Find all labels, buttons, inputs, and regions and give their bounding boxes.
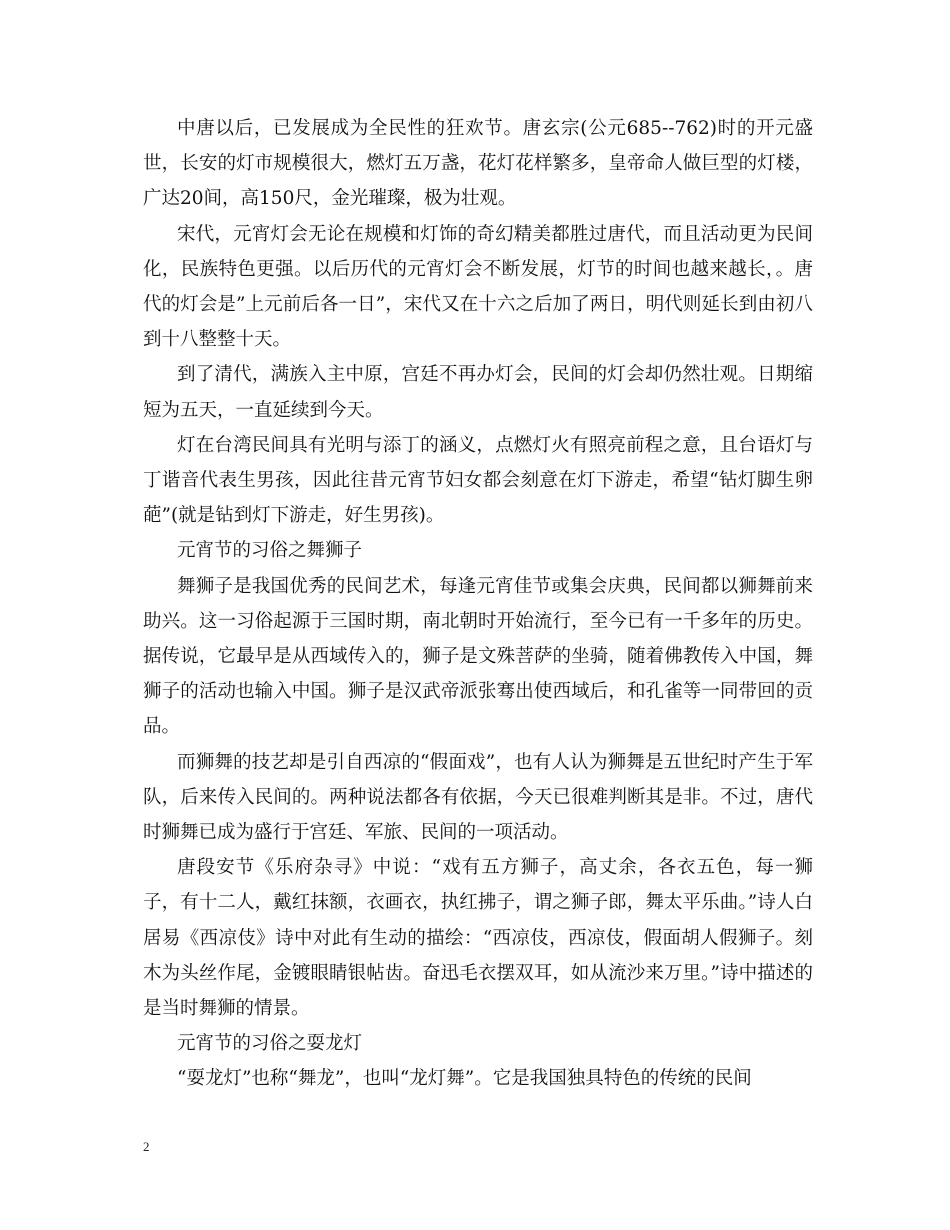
paragraph-taiwan-custom: 灯在台湾民间具有光明与添丁的涵义，点燃灯火有照亮前程之意，且台语灯与丁谐音代表生男孩，因此往昔元宵节妇女都会刻意在灯下游走，希望“钻灯脚生卵葩”(就是钻到灯下游走，好生男孩)。	[143, 434, 813, 527]
paragraph-lion-dance-poem: 唐段安节《乐府杂寻》中说：“戏有五方狮子，高丈余，各衣五色，每一狮子，有十二人，戴红抹额，衣画衣，执红拂子，谓之狮子郎，舞太平乐曲。”诗人白居易《西凉伎》诗中对此有生动的描绘：“西凉伎，西凉伎，假面胡人假狮子。刻木为头丝作尾，金镀眼睛银帖齿。奋迅毛衣摆双耳，如从流沙来万里。”诗中描述的是当时舞狮的情景。	[143, 857, 813, 1020]
paragraph-tang-dynasty: 中唐以后，已发展成为全民性的狂欢节。唐玄宗(公元685--762)时的开元盛世，长安的灯市规模很大，燃灯五万盏，花灯花样繁多，皇帝命人做巨型的灯楼，广达20间，高150尺，金光璀璨，极为壮观。	[143, 118, 813, 210]
document-body	[143, 111, 813, 1097]
paragraph-dragon-lantern: “耍龙灯”也称“舞龙”，也叫“龙灯舞”。它是我国独具特色的传统的民间	[177, 1068, 752, 1090]
paragraph-lion-dance-origin: 舞狮子是我国优秀的民间艺术，每逢元宵佳节或集会庆典，民间都以狮舞前来助兴。这一习俗起源于三国时期，南北朝时开始流行，至今已有一千多年的历史。据传说，它最早是从西域传入的，狮子是文殊菩萨的坐骑，随着佛教传入中国，舞狮子的活动也输入中国。狮子是汉武帝派张骞出使西域后，和孔雀等一同带回的贡品。	[143, 575, 813, 738]
paragraph-lion-dance-skill: 而狮舞的技艺却是引自西凉的“假面戏”，也有人认为狮舞是五世纪时产生于军队，后来传入民间的。两种说法都各有依据，今天已很难判断其是非。不过，唐代时狮舞已成为盛行于宫廷、军旅、民间的一项活动。	[143, 751, 813, 844]
page-number: 2	[143, 1139, 150, 1154]
section-heading-lion-dance: 元宵节的习俗之舞狮子	[177, 540, 363, 562]
section-heading-dragon-lantern: 元宵节的习俗之耍龙灯	[177, 1033, 363, 1055]
paragraph-qing-dynasty: 到了清代，满族入主中原，宫廷不再办灯会，民间的灯会却仍然壮观。日期缩短为五天，一直延续到今天。	[143, 364, 813, 421]
paragraph-song-dynasty: 宋代，元宵灯会无论在规模和灯饰的奇幻精美都胜过唐代，而且活动更为民间化，民族特色更强。以后历代的元宵灯会不断发展，灯节的时间也越来越长，。唐代的灯会是”上元前后各一日”，宋代又在十六之后加了两日，明代则延长到由初八到十八整整十天。	[143, 223, 813, 351]
